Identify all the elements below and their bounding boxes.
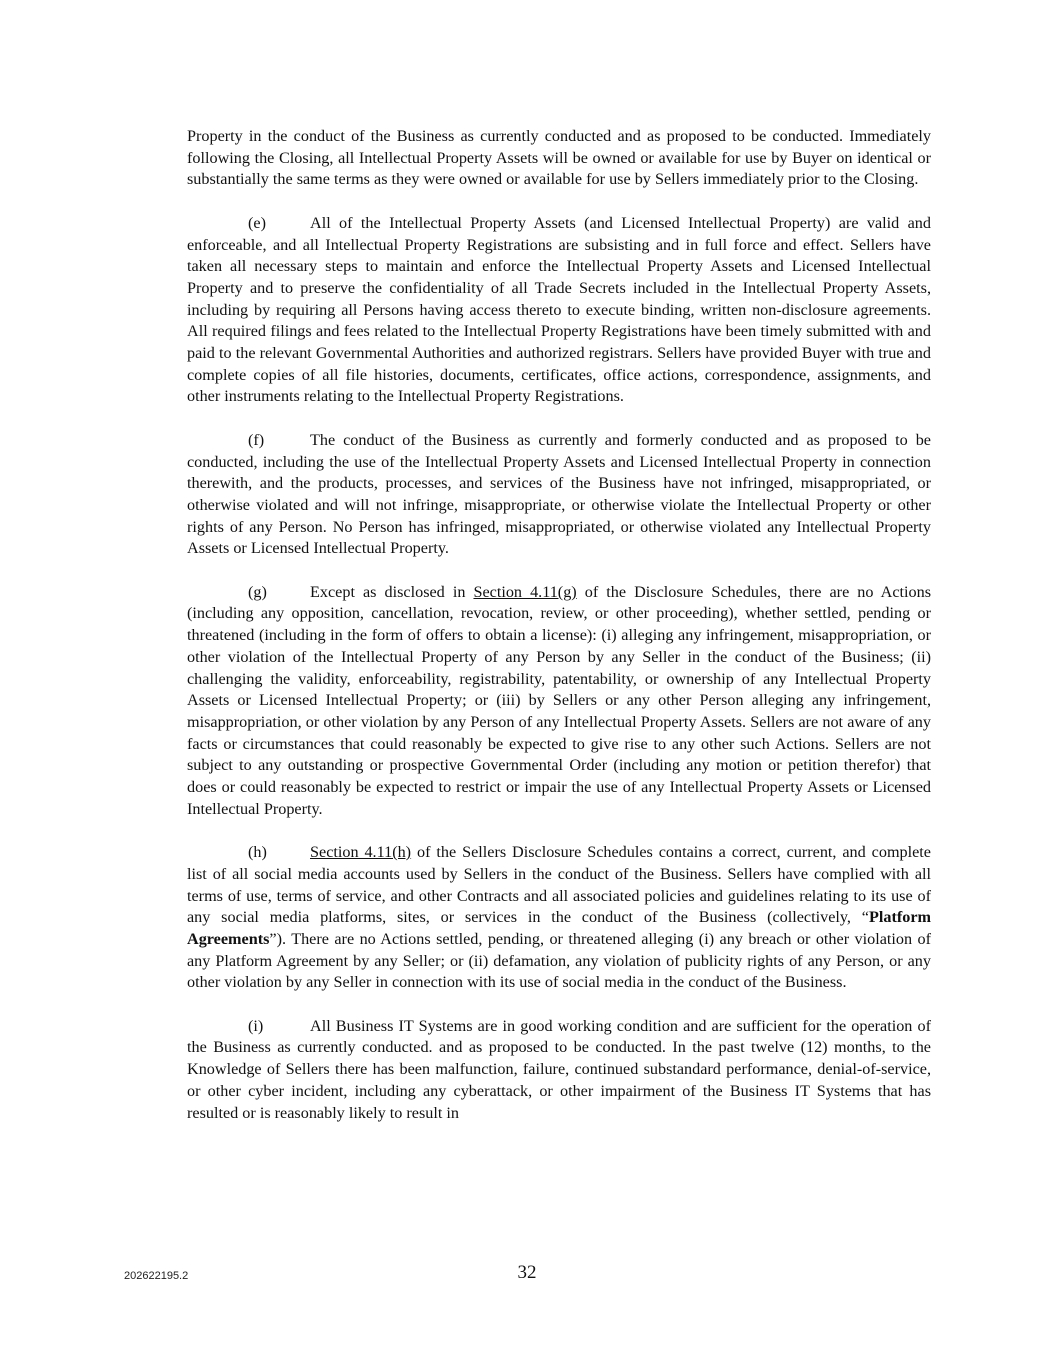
paragraph-text: ”). There are no Actions settled, pending, or threatened alleging (i) any breach or other violation of any Platform Agreement by any Seller; or (ii) defamation, any violation of publicity rights of any Person, or any other violation by any Seller in connection with its use of social media in the conduct of the Business.: [187, 929, 931, 992]
paragraph-label: (i): [248, 1016, 264, 1035]
paragraph-f: [187, 430, 931, 560]
defined-term: Platform Agreements: [187, 908, 931, 948]
paragraph-h: [187, 842, 931, 994]
paragraph-label: (h): [248, 843, 267, 862]
document-body: [187, 126, 931, 1146]
page-number: 32: [517, 1262, 537, 1283]
paragraph-i: [187, 1016, 931, 1125]
section-reference: Section 4.11(g): [473, 582, 577, 601]
paragraph-label: (g): [248, 582, 267, 601]
paragraph-e: [187, 213, 931, 408]
paragraph-label: (e): [248, 213, 266, 232]
paragraph-text: Except as disclosed in: [310, 582, 474, 601]
paragraph-text: All of the Intellectual Property Assets (and Licensed Intellectual Property) are valid and enforceable, and all Intellectual Property Registrations are subsisting and in full force and effect. Sellers have taken all necessary steps to maintain and enforce the Intellectual Property Assets and Licensed Intellectual Property and to preserve the confidentiality of all Trade Secrets included in the Intellectual Property Assets, including by requiring all Persons having access thereto to execute binding, written non-disclosure agreements. All required filings and fees related to the Intellectual Property Registrations have been timely submitted with and paid to the relevant Governmental Authorities and authorized registrars. Sellers have provided Buyer with true and complete copies of all file histories, documents, certificates, office actions, correspondence, assignments, and other instruments relating to the Intellectual Property Registrations.: [187, 213, 931, 406]
paragraph-text: The conduct of the Business as currently and formerly conducted and as proposed to be conducted, including the use of the Intellectual Property Assets and Licensed Intellectual Property in connection therewith, and the products, processes, and services of the Business have not infringed, misappropriated, or otherwise violated and will not infringe, misappropriate, or otherwise violate the Intellectual Property or other rights of any Person. No Person has infringed, misappropriated, or otherwise violated any Intellectual Property Assets or Licensed Intellectual Property.: [187, 430, 931, 558]
section-reference: Section 4.11(h): [310, 843, 412, 862]
document-id: 202622195.2: [124, 1270, 189, 1282]
paragraph-text: Property in the conduct of the Business as currently conducted and as proposed to be conducted. Immediately following the Closing, all Intellectual Property Assets will be owned or available for use by Buyer on identical or substantially the same terms as they were owned or available for use by Sellers immediately prior to the Closing.: [187, 127, 931, 189]
paragraph-text: All Business IT Systems are in good working condition and are sufficient for the operation of the Business as currently conducted. and as proposed to be conducted. In the past twelve (12) months, to the Knowledge of Sellers there has been malfunction, failure, continued substandard performance, denial-of-service, or other cyber incident, including any cyberattack, or other impairment of the Business IT Systems that has resulted or is reasonably likely to result in: [187, 1016, 931, 1122]
paragraph-text: of the Sellers Disclosure Schedules contains a correct, current, and complete list of all social media accounts used by Sellers in the conduct of the Business. Sellers have complied with all terms of use, terms of service, and other Contracts and all associated policies and guidelines relating to its use of any social media platforms, sites, or services in the conduct of the Business (collectively, “: [187, 843, 931, 927]
paragraph-label: (f): [248, 430, 265, 449]
paragraph-g: [187, 582, 931, 821]
paragraph-text: of the Disclosure Schedules, there are no Actions (including any opposition, cancellation, revocation, review, or other proceeding), whether settled, pending or threatened (including in the form of offers to obtain a license): (i) alleging any infringement, misappropriation, or other violation of the Intellectual Property of any Person by any Seller in the conduct of the Business; (ii) challenging the validity, enforceability, registrability, patentability, or ownership of any Intellectual Property Assets or Licensed Intellectual Property; or (iii) by Sellers or any other Person alleging any infringement, misappropriation, or other violation by any Person of any Intellectual Property Assets. Sellers are not aware of any facts or circumstances that could reasonably be expected to give rise to any other such Actions. Sellers are not subject to any outstanding or prospective Governmental Order (including any motion or petition therefor) that does or could reasonably be expected to restrict or impair the use of any Intellectual Property Assets or Licensed Intellectual Property.: [187, 582, 932, 818]
paragraph-d-continued: [187, 126, 931, 191]
